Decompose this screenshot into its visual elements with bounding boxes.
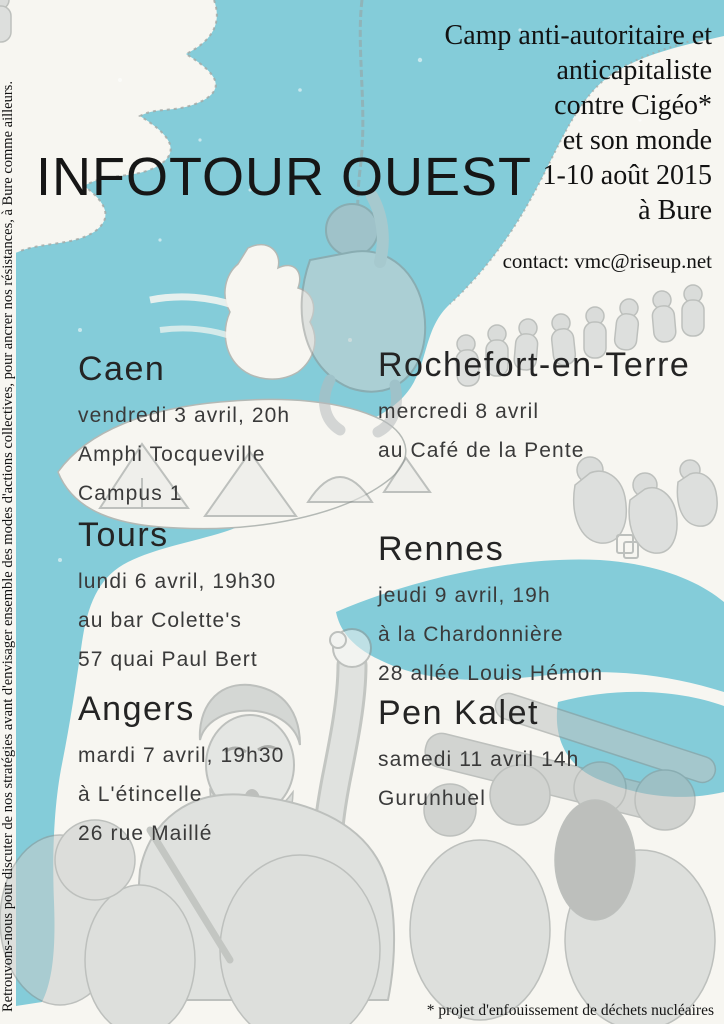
event-rochefort-en-terre xyxy=(378,346,690,463)
event-city: Angers xyxy=(78,690,195,728)
event-detail: Campus 1 xyxy=(78,482,183,505)
event-detail: lundi 6 avril, 19h30 xyxy=(78,570,277,593)
camp-info-line: anticapitaliste xyxy=(556,55,712,86)
event-detail: vendredi 3 avril, 20h xyxy=(78,404,291,427)
cigeo-footnote: * projet d'enfouissement de déchets nucléaires xyxy=(426,1002,714,1019)
event-detail: à L'étincelle xyxy=(78,783,203,806)
event-city: Tours xyxy=(78,516,169,554)
camp-dates-line: 1-10 août 2015 xyxy=(542,160,712,191)
event-detail: Amphi Tocqueville xyxy=(78,443,266,466)
poster-title: INFOTOUR OUEST xyxy=(36,147,533,207)
event-detail: jeudi 9 avril, 19h xyxy=(378,584,551,607)
event-caen xyxy=(78,350,290,506)
event-detail: au Café de la Pente xyxy=(378,439,585,462)
event-city: Rochefort-en-Terre xyxy=(378,346,691,384)
event-detail: mercredi 8 avril xyxy=(378,400,540,423)
event-detail: 28 allée Louis Hémon xyxy=(378,662,604,685)
event-detail: 57 quai Paul Bert xyxy=(78,648,258,671)
camp-info-line: et son monde xyxy=(562,125,712,156)
event-detail: 26 rue Maillé xyxy=(78,822,213,845)
event-city: Pen Kalet xyxy=(378,694,539,732)
event-detail: samedi 11 avril 14h xyxy=(378,748,580,771)
event-detail: à la Chardonnière xyxy=(378,623,564,646)
event-city: Rennes xyxy=(378,530,505,568)
contact-email: contact: vmc@riseup.net xyxy=(502,249,712,273)
event-city: Caen xyxy=(78,350,166,388)
event-detail: au bar Colette's xyxy=(78,609,243,632)
event-rennes xyxy=(378,530,603,686)
event-pen-kalet xyxy=(378,694,579,811)
camp-place-line: à Bure xyxy=(638,195,712,226)
camp-info-line: contre Cigéo* xyxy=(554,90,712,121)
side-note-vertical-text: Retrouvons-nous pour discuter de nos stratégies avant d'envisager ensemble des modes d'actions collectives, pour ancrer nos résistances, à Bure comme ailleurs. xyxy=(0,81,16,1012)
event-angers xyxy=(78,690,284,846)
camp-info-line: Camp anti-autoritaire et xyxy=(444,20,712,51)
event-detail: mardi 7 avril, 19h30 xyxy=(78,744,285,767)
event-tours xyxy=(78,516,276,672)
camp-info-block xyxy=(445,18,712,279)
event-detail: Gurunhuel xyxy=(378,787,486,810)
